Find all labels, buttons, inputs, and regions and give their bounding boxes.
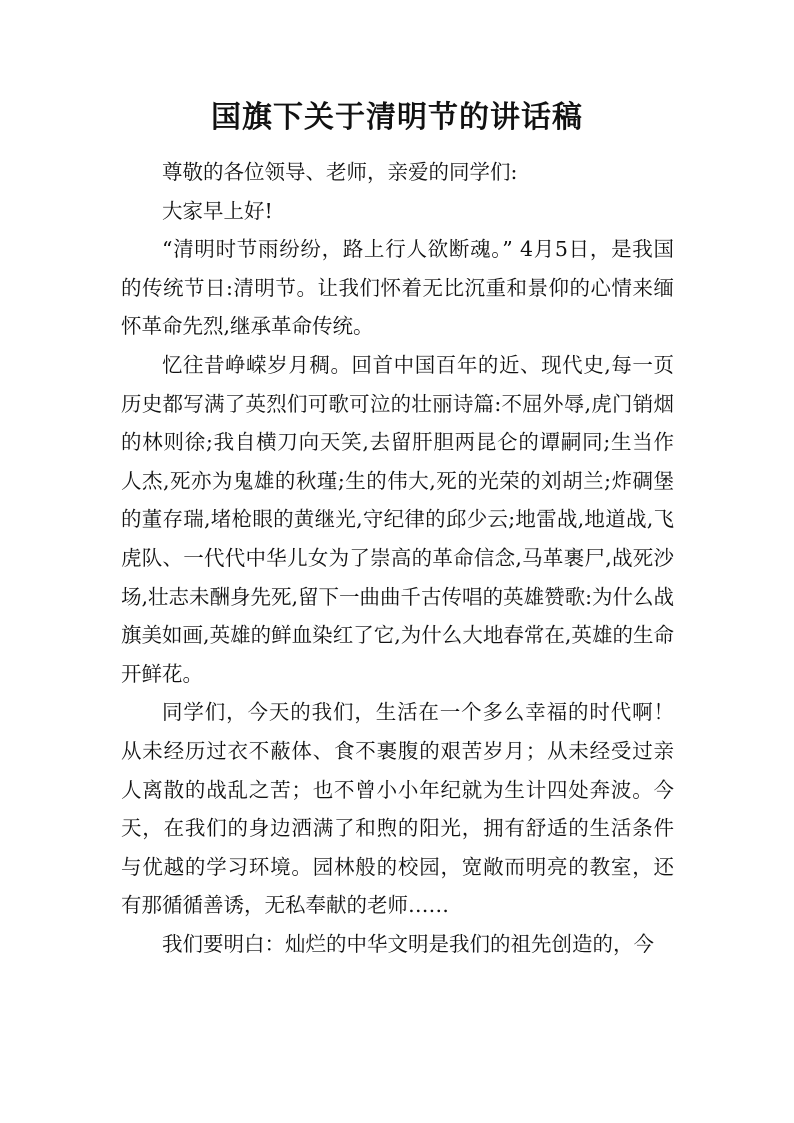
paragraph-history: 忆往昔峥嵘岁月稠。回首中国百年的近、现代史,每一页历史都写满了英烈们可歌可泣的壮丽诗篇:不屈外辱,虎门销烟的林则徐;我自横刀向天笑,去留肝胆两昆仑的谭嗣同;生当作人杰,死亦为鬼雄的秋瑾;生的伟大,死的光荣的刘胡兰;炸碉堡的董存瑞,堵枪眼的黄继光,守纪律的邱少云;地雷战,地道战,飞虎队、一代代中华儿女为了崇高的革命信念,马革裹尸,战死沙场,壮志未酬身先死,留下一曲曲千古传唱的英雄赞歌:为什么战旗美如画,英雄的鲜血染红了它,为什么大地春常在,英雄的生命开鲜花。 — [121, 352, 674, 686]
paragraph-civilization: 我们要明白：灿烂的中华文明是我们的祖先创造的，今 — [162, 931, 654, 956]
document-body — [121, 153, 674, 963]
paragraph-good-morning: 大家早上好! — [162, 198, 273, 223]
paragraph-qingming-intro: “清明时节雨纷纷，路上行人欲断魂。” 4月5日，是我国的传统节日:清明节。让我们怀着无比沉重和景仰的心情来缅怀革命先烈,继承革命传统。 — [121, 237, 674, 339]
document-title: 国旗下关于清明节的讲话稿 — [211, 100, 583, 135]
paragraph-happy-era: 同学们，今天的我们，生活在一个多么幸福的时代啊！从未经历过衣不蔽体、食不裹腹的艰苦岁月；从未经受过亲人离散的战乱之苦；也不曾小小年纪就为生计四处奔波。今天，在我们的身边洒满了和煦的阳光，拥有舒适的生活条件与优越的学习环境。园林般的校园，宽敞而明亮的教室，还有那循循善诱，无私奉献的老师…… — [121, 700, 674, 918]
paragraph-greeting: 尊敬的各位领导、老师，亲爱的同学们: — [162, 160, 518, 184]
